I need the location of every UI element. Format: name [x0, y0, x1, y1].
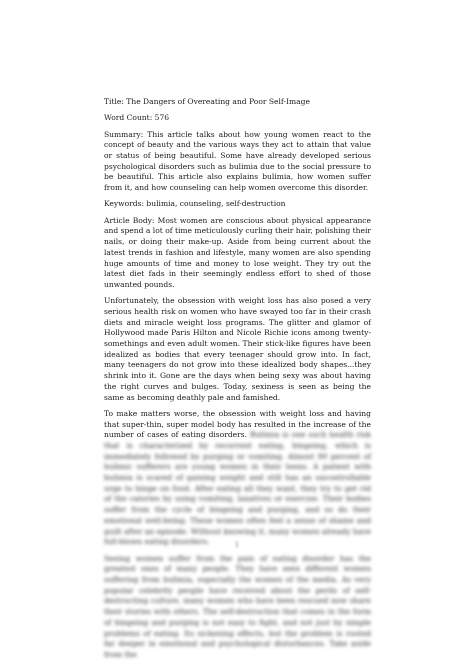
- article-paragraph-3: [104, 409, 371, 548]
- paragraph-3-clear-text: To make matters worse, the obsession with weight loss and having that super-thin, super model body has resulted in the increase of the number of cases of eating disorders.: [104, 408, 371, 440]
- article-paragraph-1: Article Body: Most women are conscious about physical appearance and spend a lot of time meticulously curling their hair, polishing their nails, or doing their make-up. Aside from being current about the latest trends in fashion and lifestyle, many women are also spending huge amounts of time and money to lose weight. They try out the latest diet fads in their seemingly endless effort to shed of those unwanted pounds.: [104, 215, 371, 289]
- title-line: Title: The Dangers of Overeating and Poor Self-Image: [104, 97, 310, 106]
- keywords-line: Keywords: bulimia, counseling, self-destruction: [104, 199, 286, 209]
- article-paragraph-4: Seeing women suffer from the pain of eating disorder has the greatest ones of many people. They have seen different women suffering from bulimia, especially the women of the media. As very popular celebrity people have received about the perils of self-destructing culture, many women who have been rescued now share their stories with others. The self-destruction that comes in the form of bingeing and purging is not easy to fight, and not just by simple problems of eating. Its sickening effects, but the problem is rooted far deeper in emotional and psychological disturbances. Take aside from the: [104, 553, 371, 659]
- article-body: [104, 97, 371, 666]
- word-count: Word Count: 576: [104, 113, 170, 123]
- paragraph-3-blurred-text: Bulimia is one such health risk that is characterized by recurrent eating, bingeing, which is immediately followed by purging or vomiting. Almost 90 percent of bulimic sufferers are young women in their teens. A patient with bulimia is scared of gaining weight and still has an uncontrollable urge to binge on food. After eating all they want, they try to get rid of the calories by using vomiting, laxatives or exercise. Their bodies suffer from the cycle of bingeing and purging, and so do their emotional well-being. These women often feel a sense of shame and guilt after an episode. Without knowing it, many women already have full-blown eating disorders.: [104, 430, 371, 547]
- page-number: 1: [234, 541, 240, 549]
- article-paragraph-2: Unfortunately, the obsession with weight loss has also posed a very serious health risk on women who have swayed too far in their crash diets and miracle weight loss programs. The glitter and glamor of Hollywood made Paris Hilton and Nicole Richie icons among twenty-somethings and even adult women. Their stick-like figures have been idealized as bodies that every teenager should grow into. In fact, many teenagers do not grow into these idealized body shapes...they shrink into it. Gone are the days when being sexy was about having the right curves and bulges. Today, sexiness is seen as being the same as becoming deathly pale and famished.: [104, 296, 371, 402]
- summary-paragraph: Summary: This article talks about how young women react to the concept of beauty and the various ways they act to attain that value or status of being beautiful. Some have already developed serious psychological disorders such as bulimia due to the social pressure to be beautiful. This article also explains bulimia, how women suffer from it, and how counseling can help women overcome this disorder.: [104, 129, 371, 193]
